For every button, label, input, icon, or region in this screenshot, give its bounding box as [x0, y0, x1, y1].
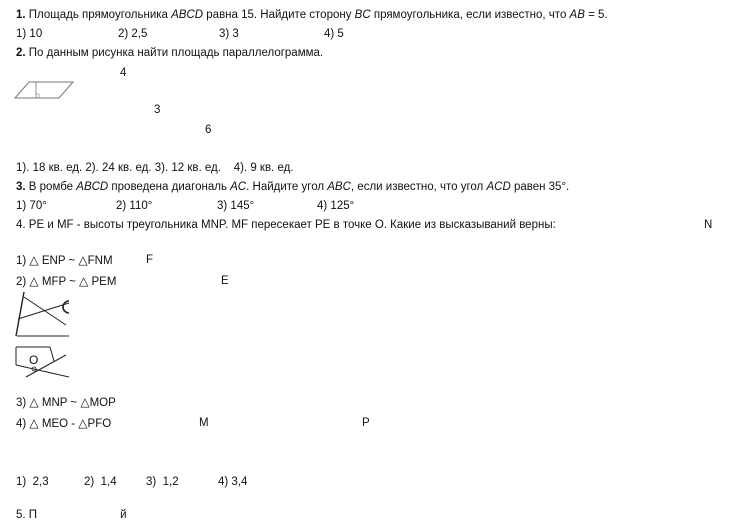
triangle-symbol-icon: △	[29, 395, 39, 409]
bottom-fragment: 5. П й	[16, 509, 127, 521]
question-1-number: 1.	[16, 9, 26, 21]
q1-option-1: 1) 10	[16, 28, 43, 40]
label-O: O	[29, 353, 39, 367]
q2-options: 1). 18 кв. ед. 2). 24 кв. ед. 3). 12 кв. ед. 4). 9 кв. ед.	[16, 162, 294, 174]
figure-line	[16, 292, 24, 336]
triangle-symbol-icon: △	[29, 274, 39, 288]
question-1-text: 1. Площадь прямоугольника ABCD равна 15. Найдите сторону BC прямоугольника, если известно, что AB = 5.	[16, 9, 608, 21]
label-M: M	[199, 417, 209, 429]
figure-line	[50, 347, 54, 361]
q4-answer-3: 3) 1,2	[146, 476, 179, 488]
q3-option-2: 2) 110°	[116, 200, 153, 212]
triangle-symbol-icon: △	[78, 416, 88, 430]
q3-option-1: 1) 70°	[16, 200, 47, 212]
question-3-number: 3.	[16, 181, 26, 193]
parallelogram-figure	[14, 78, 76, 102]
triangle-symbol-icon: △	[29, 416, 39, 430]
question-3-text: 3. В ромбе ABCD проведена диагональ AC. Найдите угол ABC, если известно, что угол ACD равен 35°.	[16, 181, 570, 193]
label-top-side: 4	[120, 67, 127, 79]
label-P: P	[362, 417, 370, 429]
triangle-symbol-icon: △	[79, 274, 89, 288]
top-fragment	[287, 0, 291, 6]
q1-option-4: 4) 5	[324, 28, 344, 40]
question-2-text: 2. По данным рисунка найти площадь параллелограмма.	[16, 47, 324, 59]
question-2-number: 2.	[16, 47, 26, 59]
q3-option-3: 3) 145°	[217, 200, 255, 212]
q4-answer-4: 4) 3,4	[218, 476, 248, 488]
triangle-symbol-icon: △	[80, 395, 90, 409]
label-base: 6	[205, 124, 212, 136]
label-height: 3	[154, 104, 161, 116]
q4-answer-2: 2) 1,4	[84, 476, 117, 488]
label-E: E	[221, 275, 229, 287]
statement-1: 1) △ ENP ~ △FNM	[16, 253, 113, 267]
parallelogram-shape	[15, 82, 73, 98]
label-F: F	[146, 254, 154, 266]
statement-2: 2) △ MFP ~ △ PEM	[16, 274, 117, 288]
right-angle-mark	[36, 94, 39, 98]
statement-3: 3) △ MNP ~ △MOP	[16, 395, 116, 409]
figure-line	[24, 297, 66, 325]
q3-option-4: 4) 125°	[317, 200, 355, 212]
label-N: N	[704, 219, 713, 231]
triangle-symbol-icon: △	[29, 253, 39, 267]
q1-option-3: 3) 3	[219, 28, 239, 40]
figure-line	[18, 303, 69, 319]
q4-answer-1: 1) 2,3	[16, 476, 49, 488]
q1-option-2: 2) 2,5	[118, 28, 148, 40]
triangle-figure-fragment	[14, 289, 72, 387]
figure-line	[16, 365, 69, 377]
triangle-symbol-icon: △	[78, 253, 88, 267]
statement-4: 4) △ MEO - △PFO	[16, 416, 112, 430]
question-4-text: 4. PE и MF - высоты треугольника MNP. MF пересекает PE в точке O. Какие из высказываний верны:	[16, 219, 556, 231]
